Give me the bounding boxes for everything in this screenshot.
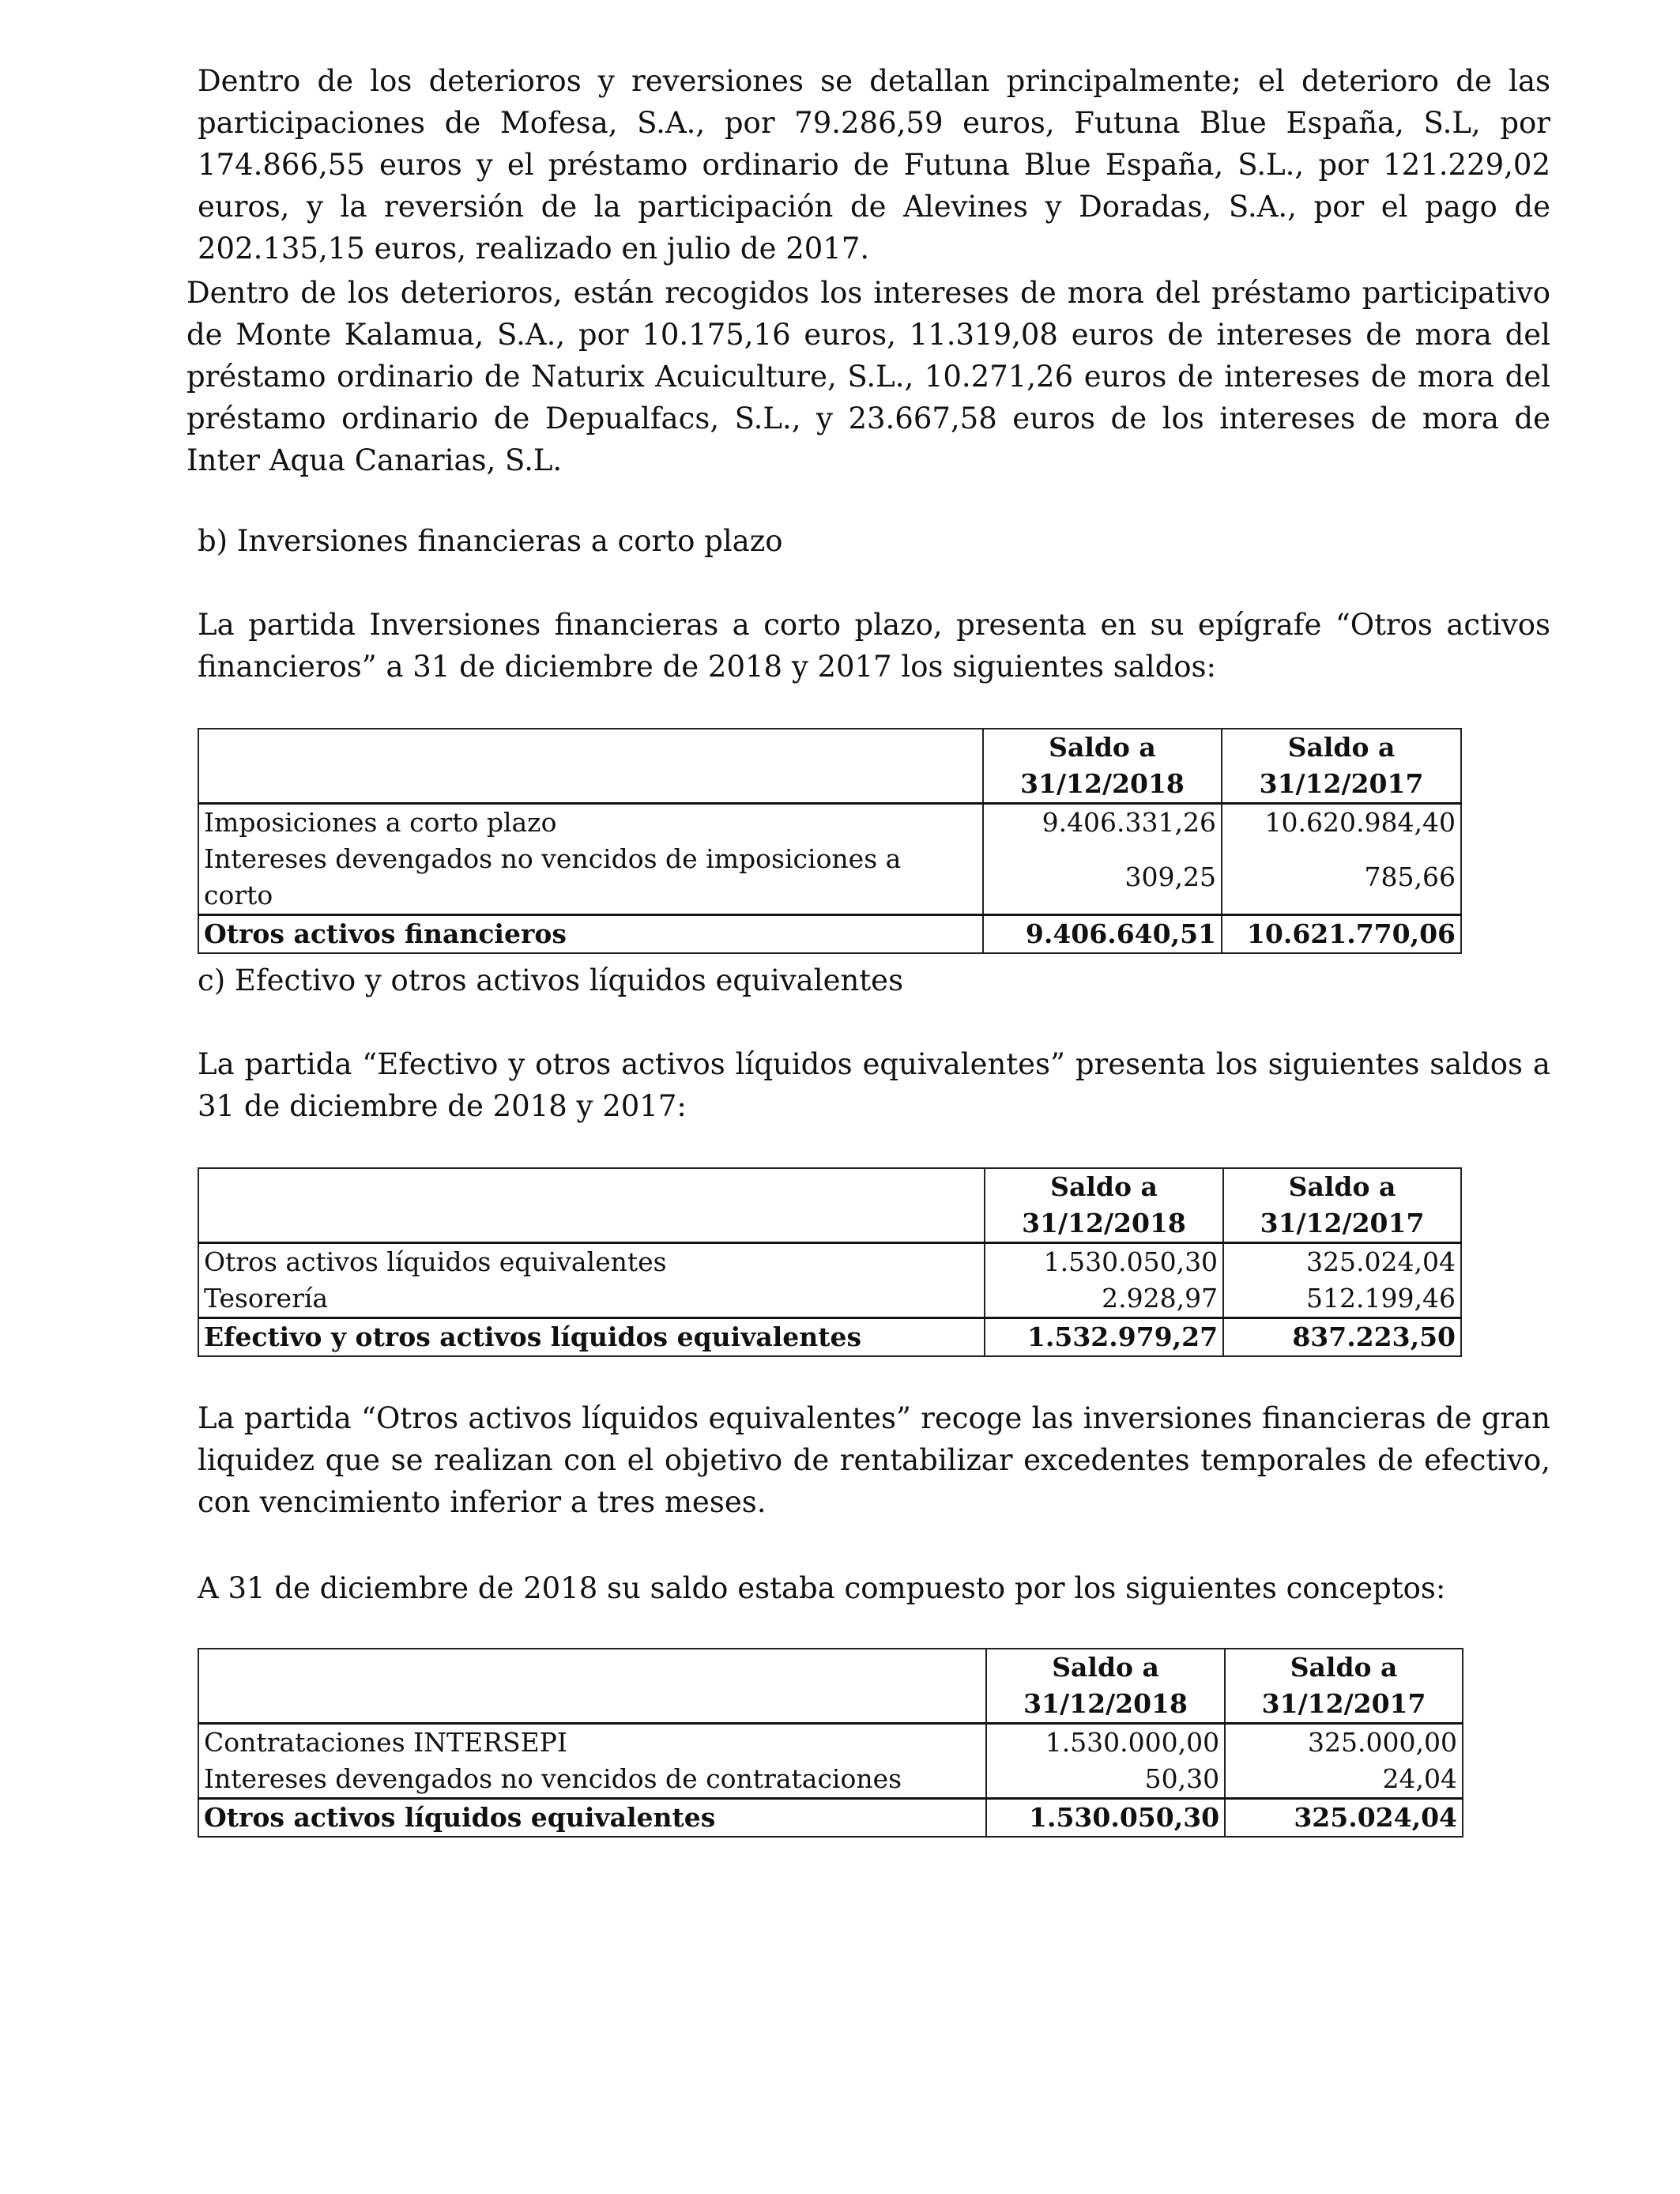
- header-2018-line1: Saldo a: [1049, 732, 1156, 763]
- row-value-2018: 50,30: [986, 1761, 1225, 1799]
- total-label: Otros activos líquidos equivalentes: [198, 1799, 986, 1838]
- row-value-2018: 2.928,97: [985, 1280, 1223, 1318]
- header-2018: [983, 729, 1222, 804]
- paragraph-intereses-mora: Dentro de los deterioros, están recogidos los intereses de mora del préstamo participativo de Monte Kalamua, S.A., por 10.175,16 euros, 11.319,08 euros de intereses de mora del préstamo ordinario de Naturix Acuiculture, S.L., 10.271,26 euros de intereses de mora del préstamo ordinario de Depualfacs, S.L., y 23.667,58 euros de los intereses de mora de Inter Aqua Canarias, S.L.: [186, 276, 1550, 477]
- section-heading-b: b) Inversiones financieras a corto plazo: [198, 524, 783, 558]
- table-row: [198, 1243, 1461, 1281]
- paragraph-composicion-saldo: A 31 de diciembre de 2018 su saldo estaba compuesto por los siguientes conceptos:: [198, 1571, 1446, 1605]
- header-2017: [1222, 729, 1461, 804]
- total-value-2018: 1.532.979,27: [985, 1318, 1223, 1357]
- header-2017-line1: Saldo a: [1290, 1652, 1398, 1683]
- header-2017-line2: 31/12/2017: [1259, 768, 1424, 799]
- header-2018-line2: 31/12/2018: [1022, 1208, 1186, 1238]
- row-value-2017: 325.000,00: [1225, 1724, 1463, 1762]
- table-total-row: [198, 1799, 1463, 1838]
- table-row: [198, 804, 1461, 842]
- header-2017-line1: Saldo a: [1288, 1171, 1396, 1202]
- header-2018-line1: Saldo a: [1050, 1171, 1158, 1202]
- row-value-2017: 24,04: [1225, 1761, 1463, 1799]
- header-2017: [1223, 1168, 1461, 1243]
- table-row: [198, 1724, 1463, 1762]
- total-value-2017: 10.621.770,06: [1222, 915, 1461, 954]
- section-heading-c: c) Efectivo y otros activos líquidos equivalentes: [198, 963, 904, 997]
- table-row: [198, 841, 1461, 915]
- header-empty: [198, 729, 983, 804]
- table-otros-activos-financieros: [198, 728, 1462, 954]
- row-value-2018: 1.530.050,30: [985, 1243, 1223, 1281]
- table-header-row: [198, 729, 1461, 804]
- table-total-row: [198, 915, 1461, 954]
- row-label: Imposiciones a corto plazo: [198, 804, 983, 842]
- header-2018: [985, 1168, 1223, 1243]
- row-label: Otros activos líquidos equivalentes: [198, 1243, 985, 1281]
- paragraph-otros-activos-liquidos: La partida “Otros activos líquidos equivalentes” recoge las inversiones financieras de gran liquidez que se realizan con el objetivo de rentabilizar excedentes temporales de efectivo, con vencimiento inferior a tres meses.: [198, 1401, 1550, 1519]
- row-label: Intereses devengados no vencidos de imposiciones a corto: [198, 841, 983, 915]
- row-value-2018: 9.406.331,26: [983, 804, 1222, 842]
- header-2018-line2: 31/12/2018: [1023, 1688, 1188, 1719]
- row-value-2017: 10.620.984,40: [1222, 804, 1461, 842]
- total-value-2017: 325.024,04: [1225, 1799, 1463, 1838]
- total-value-2018: 9.406.640,51: [983, 915, 1222, 954]
- row-value-2018: 1.530.000,00: [986, 1724, 1225, 1762]
- table-efectivo: [198, 1167, 1462, 1357]
- header-2018: [986, 1649, 1225, 1724]
- table-row: [198, 1280, 1461, 1318]
- paragraph-inversiones-intro: La partida Inversiones financieras a corto plazo, presenta en su epígrafe “Otros activos financieros” a 31 de diciembre de 2018 y 2017 los siguientes saldos:: [198, 608, 1550, 684]
- header-empty: [198, 1168, 985, 1243]
- row-value-2017: 512.199,46: [1223, 1280, 1461, 1318]
- total-label: Otros activos financieros: [198, 915, 983, 954]
- row-value-2017: 785,66: [1222, 841, 1461, 915]
- row-label: Intereses devengados no vencidos de contrataciones: [198, 1761, 986, 1799]
- total-value-2018: 1.530.050,30: [986, 1799, 1225, 1838]
- paragraph-efectivo-intro: La partida “Efectivo y otros activos líquidos equivalentes” presenta los siguientes saldos a 31 de diciembre de 2018 y 2017:: [198, 1047, 1550, 1123]
- row-label: Contrataciones INTERSEPI: [198, 1724, 986, 1762]
- paragraph-deterioros-reversiones: Dentro de los deterioros y reversiones se detallan principalmente; el deterioro de las participaciones de Mofesa, S.A., por 79.286,59 euros, Futuna Blue España, S.L, por 174.866,55 euros y el préstamo ordinario de Futuna Blue España, S.L., por 121.229,02 euros, y la reversión de la participación de Alevines y Doradas, S.A., por el pago de 202.135,15 euros, realizado en julio de 2017.: [198, 64, 1550, 266]
- header-2017-line2: 31/12/2017: [1261, 1688, 1426, 1719]
- header-2018-line2: 31/12/2018: [1020, 768, 1185, 799]
- total-value-2017: 837.223,50: [1223, 1318, 1461, 1357]
- row-value-2018: 309,25: [983, 841, 1222, 915]
- table-header-row: [198, 1168, 1461, 1243]
- row-value-2017: 325.024,04: [1223, 1243, 1461, 1281]
- table-header-row: [198, 1649, 1463, 1724]
- header-2017-line1: Saldo a: [1287, 732, 1396, 763]
- table-total-row: [198, 1318, 1461, 1357]
- row-label: Tesorería: [198, 1280, 985, 1318]
- header-2017: [1225, 1649, 1463, 1724]
- table-row: [198, 1761, 1463, 1799]
- header-2018-line1: Saldo a: [1052, 1652, 1159, 1683]
- total-label: Efectivo y otros activos líquidos equivalentes: [198, 1318, 985, 1357]
- table-otros-activos-liquidos: [198, 1648, 1463, 1838]
- header-2017-line2: 31/12/2017: [1260, 1208, 1425, 1238]
- header-empty: [198, 1649, 986, 1724]
